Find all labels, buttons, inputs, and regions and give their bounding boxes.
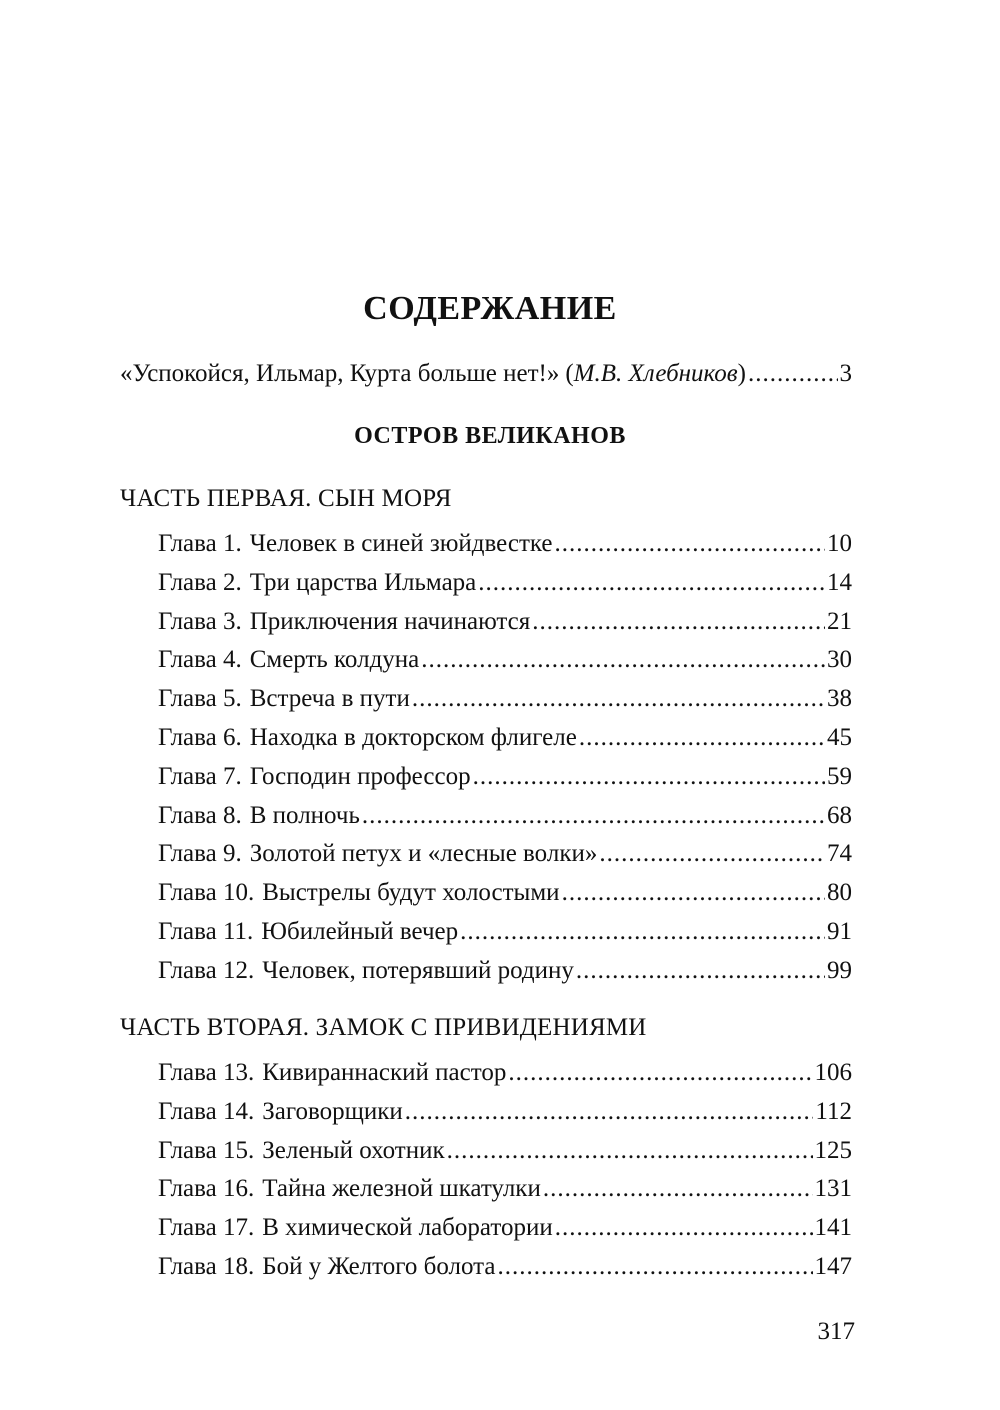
chapter-page-number: 112 [815, 1097, 852, 1125]
leader-dots [362, 802, 825, 830]
toc-entry[interactable] [158, 685, 852, 724]
leader-dots [555, 530, 826, 558]
chapter-title: Бой у Желтого болота [262, 1252, 496, 1280]
chapter-title: Золотой петух и «лесные волки» [249, 840, 598, 868]
leader-dots [576, 957, 825, 985]
chapter-number: Глава 14. [158, 1097, 255, 1125]
chapter-number: Глава 3. [158, 607, 242, 635]
leader-dots [555, 1214, 813, 1242]
chapter-number: Глава 16. [158, 1175, 255, 1203]
chapter-number: Глава 8. [158, 801, 242, 829]
leader-dots [478, 569, 825, 597]
chapter-number: Глава 10. [158, 879, 255, 907]
leader-dots [421, 646, 825, 674]
chapter-title: Заговорщики [262, 1097, 403, 1125]
chapter-number: Глава 15. [158, 1136, 255, 1164]
chapter-page-number: 99 [827, 956, 852, 984]
chapter-title: В химической лаборатории [262, 1214, 553, 1242]
chapter-list-part-1 [158, 530, 852, 996]
toc-entry[interactable] [158, 957, 852, 996]
chapter-page-number: 74 [827, 840, 852, 868]
leader-dots [447, 1137, 813, 1165]
chapter-title: В полночь [249, 801, 360, 829]
chapter-title: Юбилейный вечер [261, 917, 459, 945]
toc-entry[interactable] [158, 802, 852, 841]
page-folio: 317 [817, 1318, 855, 1345]
chapter-number: Глава 11. [158, 917, 254, 945]
toc-entry[interactable] [158, 840, 852, 879]
toc-entry[interactable] [158, 724, 852, 763]
chapter-number: Глава 4. [158, 646, 242, 674]
chapter-page-number: 141 [814, 1214, 852, 1242]
chapter-page-number: 91 [827, 917, 852, 945]
toc-entry[interactable] [158, 1214, 852, 1253]
intro-leader-dots [748, 360, 838, 388]
leader-dots [579, 724, 825, 752]
chapter-page-number: 106 [814, 1059, 852, 1086]
chapter-title: Приключения начинаются [249, 607, 531, 635]
chapter-number: Глава 6. [158, 723, 242, 751]
leader-dots [543, 1175, 813, 1203]
chapter-title: Господин профессор [249, 762, 471, 790]
intro-page-number: 3 [839, 360, 852, 387]
chapter-title: Три царства Ильмара [249, 568, 477, 596]
toc-heading: СОДЕРЖАНИЕ [363, 290, 617, 327]
chapter-page-number: 45 [827, 723, 852, 751]
chapter-title: Зеленый охотник [262, 1136, 445, 1164]
chapter-number: Глава 9. [158, 840, 242, 868]
intro-author: М.В. Хлебников [573, 360, 738, 387]
toc-entry[interactable] [158, 646, 852, 685]
toc-entry[interactable] [158, 608, 852, 647]
chapter-number: Глава 7. [158, 762, 242, 790]
toc-entry[interactable] [158, 1137, 852, 1176]
toc-entry[interactable] [158, 569, 852, 608]
part-title-2: ЧАСТЬ ВТОРАЯ. ЗАМОК С ПРИВИДЕНИЯМИ [120, 1014, 647, 1041]
toc-entry[interactable] [158, 918, 852, 957]
chapter-page-number: 131 [814, 1175, 852, 1203]
leader-dots [412, 685, 825, 713]
chapter-page-number: 14 [827, 568, 852, 596]
chapter-title: Находка в докторском флигеле [249, 723, 577, 751]
chapter-number: Глава 12. [158, 956, 255, 984]
chapter-title: Кивираннаский пастор [262, 1059, 507, 1086]
chapter-title: Смерть колдуна [249, 646, 420, 674]
part-title-1: ЧАСТЬ ПЕРВАЯ. СЫН МОРЯ [120, 485, 452, 512]
chapter-page-number: 68 [827, 801, 852, 829]
leader-dots [498, 1253, 813, 1281]
book-title: ОСТРОВ ВЕЛИКАНОВ [354, 423, 626, 449]
intro-entry[interactable] [120, 360, 852, 388]
chapter-title: Встреча в пути [249, 685, 410, 713]
chapter-number: Глава 5. [158, 685, 242, 713]
intro-paren-close: ) [737, 360, 746, 387]
chapter-page-number: 21 [827, 607, 852, 635]
chapter-page-number: 125 [814, 1136, 852, 1164]
chapter-number: Глава 17. [158, 1214, 255, 1242]
chapter-number: Глава 13. [158, 1059, 255, 1086]
chapter-page-number: 147 [814, 1252, 852, 1280]
leader-dots [405, 1098, 814, 1126]
toc-entry[interactable] [158, 879, 852, 918]
leader-dots [460, 918, 825, 946]
chapter-page-number: 38 [827, 685, 852, 713]
leader-dots [532, 608, 825, 636]
toc-entry[interactable] [158, 763, 852, 802]
chapter-list-part-2 [158, 1059, 852, 1292]
chapter-title: Тайна железной шкатулки [262, 1175, 541, 1203]
intro-paren-open: ( [565, 360, 574, 387]
chapter-page-number: 30 [827, 646, 852, 674]
chapter-number: Глава 1. [158, 530, 242, 557]
chapter-page-number: 59 [827, 762, 852, 790]
leader-dots [508, 1059, 812, 1087]
toc-entry[interactable] [158, 1059, 852, 1098]
leader-dots [473, 763, 825, 791]
chapter-title: Выстрелы будут холостыми [262, 879, 560, 907]
toc-entry[interactable] [158, 1253, 852, 1292]
chapter-number: Глава 18. [158, 1252, 255, 1280]
leader-dots [562, 879, 825, 907]
chapter-number: Глава 2. [158, 568, 242, 596]
toc-entry[interactable] [158, 530, 852, 569]
chapter-page-number: 10 [827, 530, 852, 557]
leader-dots [599, 840, 825, 868]
chapter-title: Человек в синей зюйдвестке [249, 530, 553, 557]
toc-entry[interactable] [158, 1175, 852, 1214]
intro-title: «Успокойся, Ильмар, Курта больше нет!» [120, 360, 560, 387]
chapter-title: Человек, потерявший родину [262, 956, 574, 984]
toc-entry[interactable] [158, 1098, 852, 1137]
chapter-page-number: 80 [827, 879, 852, 907]
